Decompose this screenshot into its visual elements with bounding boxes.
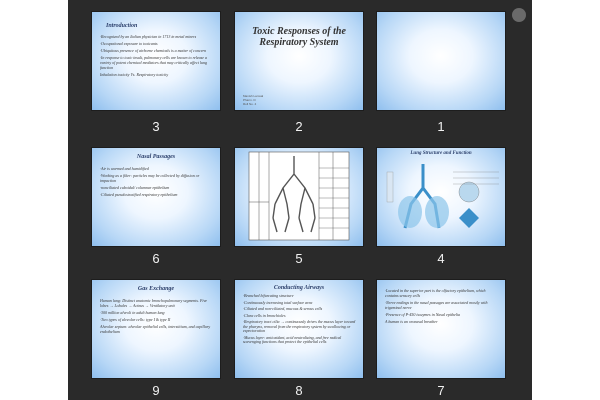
slide-line: Human lung: Distinct anatomic bronchopulmonary segments. Five lobes → Lobules → Acinus → Ventilatory unit	[100, 298, 208, 308]
slide-line: Alveolar septum: alveolar epithelial cells, interstitium, and capillary endothelium	[100, 324, 211, 334]
slide-thumbnail-2[interactable]	[235, 12, 363, 110]
slide-line: ·Ciliated pseudostratified respiratory epithelium	[100, 192, 178, 197]
slide-line: ·Presence of P-450 isozymes in Nasal epithelia	[385, 312, 461, 317]
slide-line: ·Clara cells in bronchioles	[243, 312, 286, 318]
slide-thumbnail-9[interactable]	[92, 280, 220, 378]
slide-meta: Pharm. D	[243, 98, 256, 102]
slide-thumbnail-8[interactable]	[235, 280, 363, 378]
slide-thumbnail-5[interactable]	[235, 148, 363, 246]
slide-number: 3	[152, 119, 160, 134]
slide-line: A human is an oronasal breather	[385, 319, 438, 324]
slide-line: ·Occupational exposure to toxicants	[100, 41, 158, 46]
slide-meta: Roll No. 4	[243, 102, 257, 106]
slide-line: ·Mucus layer: antioxidant, acid neutralizing, and free radical scavenging functions that protect the epithelial cells	[243, 334, 342, 344]
slide-title: Lung Structure and Function	[410, 151, 472, 156]
slide-number: 5	[295, 251, 303, 266]
slide-line: ·300 million alveoli in adult human lung	[100, 310, 165, 315]
slide-thumbnail-7[interactable]	[377, 280, 505, 378]
slide-line: ·Working as a filter: particles may be collected by diffusion or impaction	[100, 173, 200, 183]
slide-line: ·Ciliated and non-ciliated, mucous & serous cells	[243, 306, 323, 311]
slide-line: ·Continuously increasing total surface area	[243, 299, 313, 305]
slide-thumbnail-3[interactable]	[92, 12, 220, 110]
slide-title: Gas Exchange	[137, 286, 175, 292]
slide-number: 4	[437, 251, 445, 266]
slide-thumbnail-4[interactable]	[377, 148, 505, 246]
slide-number: 7	[437, 383, 445, 398]
airway-branching-diagram	[235, 148, 363, 246]
slide-title: Nasal Passages	[136, 154, 176, 160]
slide-line: ·In response to toxic insult, pulmonary cells are known to release a variety of potent chemical mediators that may critically affect lung function	[100, 55, 207, 70]
slide-title: Toxic Responses of the Respiratory System	[252, 26, 346, 48]
slide-line: ·Ubiquitous presence of airborne chemicals is a matter of concern	[100, 48, 207, 53]
slide-number: 6	[152, 251, 160, 266]
slide-line: ·Recognized by an Italian physician in 1713 in metal miners	[100, 34, 197, 39]
slide-thumbnail-1[interactable]	[377, 12, 505, 110]
slide-number: 8	[295, 383, 303, 398]
slide-number: 2	[295, 119, 303, 134]
lung-structure-diagram	[377, 148, 505, 246]
slide-number: 1	[437, 119, 445, 134]
slide-line: ·Two types of alveolar cells: type I & type II	[100, 317, 171, 322]
slide-line: ·Nerve endings in the nasal passages are associated mostly with trigeminal nerve	[385, 300, 488, 310]
slide-line: ·Air is warmed and humidified	[100, 166, 149, 171]
slide-number: 9	[152, 383, 160, 398]
slide-title: Introduction	[106, 23, 138, 29]
slide-line: ·Respiratory tract cilia → continuously drives the mucus layer toward the pharynx, removal from the respiratory system by swallowing or expectoration	[243, 319, 356, 333]
slide-line: ·nonciliated cuboidal/ columnar epithelium	[100, 185, 170, 190]
slide-line: ·Located in the superior part is the olfactory epithelium, which contains sensory cells	[385, 288, 486, 298]
record-indicator-icon	[512, 8, 526, 22]
slide-thumbnail-6[interactable]	[92, 148, 220, 246]
slide-title: Conducting Airways	[273, 285, 325, 291]
slide-line: Inhalation toxicity Vs. Respiratory toxicity	[100, 72, 169, 77]
slide-line: ·Branched bifurcating structure	[243, 293, 294, 298]
slide-meta: Manish Lamsal	[243, 94, 264, 98]
